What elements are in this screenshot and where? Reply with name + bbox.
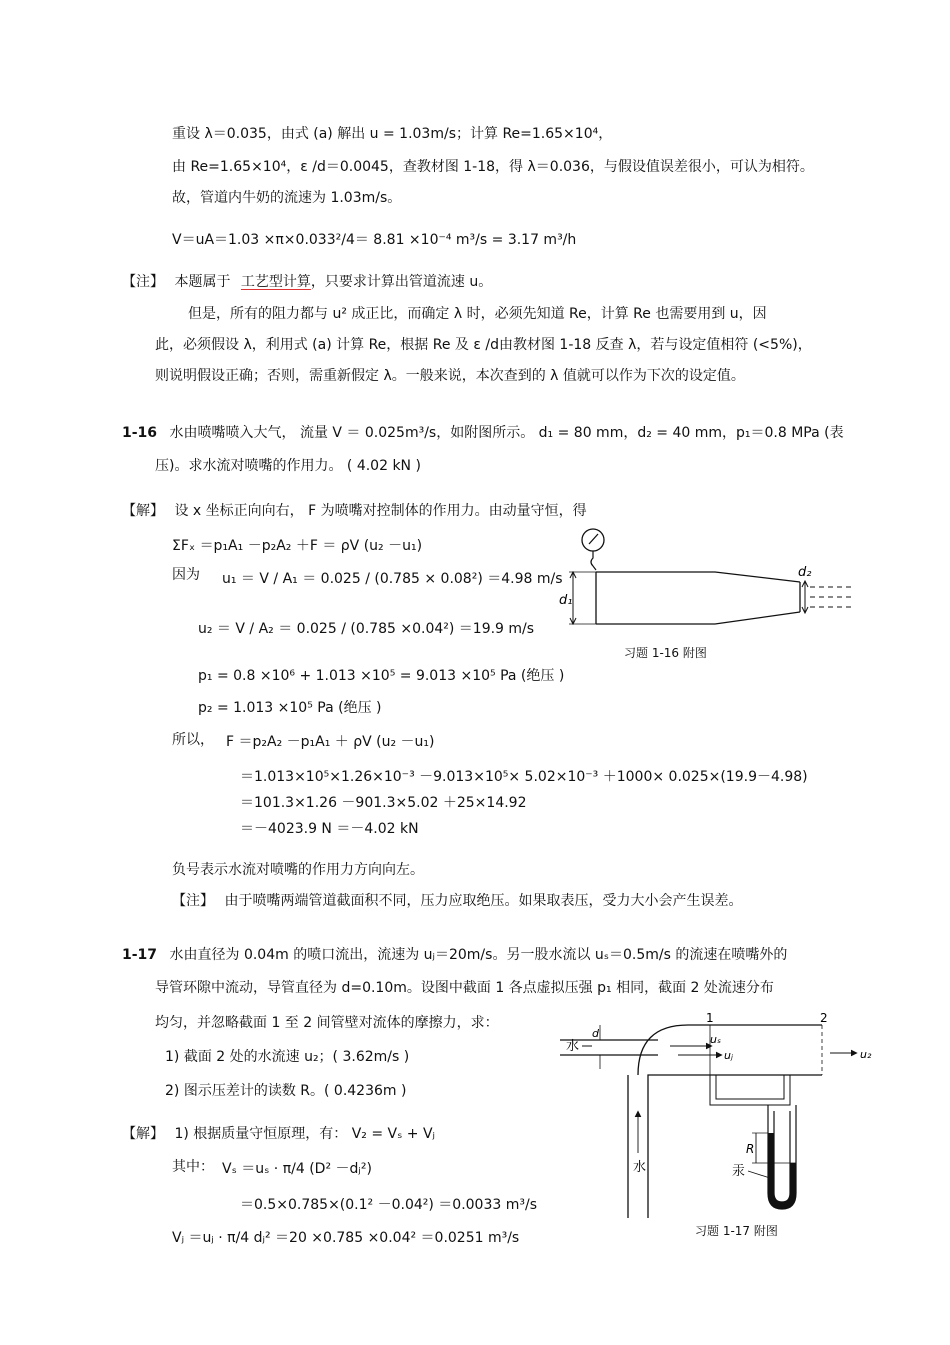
problem-number: 1-17	[122, 947, 158, 963]
note-underlined-term: 工艺型计算	[240, 274, 311, 290]
solution-tag: 【解】	[122, 1126, 164, 1142]
question-item: 2) 图示压差计的读数 R。( 0.4236m )	[165, 1083, 407, 1099]
equation: ＝1.013×10⁵×1.26×10⁻³ －9.013×10⁵× 5.02×10⁻³ ＋1000× 0.025×(19.9－4.98)	[240, 769, 808, 785]
text-among: 其中：	[172, 1159, 214, 1175]
solution-text: 1) 根据质量守恒原理，有： V₂ = Vₛ + Vⱼ	[174, 1126, 435, 1142]
text-line: 负号表示水流对喷嘴的作用力方向向左。	[172, 862, 424, 878]
text-line: 故，管道内牛奶的流速为 1.03m/s。	[172, 190, 402, 206]
equation: p₁ = 0.8 ×10⁶ + 1.013 ×10⁵ = 9.013 ×10⁵ Pa (绝压 )	[198, 668, 565, 684]
d-label: d	[592, 1027, 599, 1040]
text-line: 重设 λ＝0.035，由式 (a) 解出 u = 1.03m/s；计算 Re=1.65×10⁴，	[172, 126, 613, 142]
problem-number: 1-16	[122, 425, 158, 441]
solution-line	[122, 502, 587, 520]
equation: u₂ ＝ V / A₂ ＝ 0.025 / (0.785 ×0.04²) ＝19.9 m/s	[198, 621, 535, 637]
water-inlet-label: 水	[566, 1039, 580, 1054]
d2-label: d₂	[798, 565, 812, 580]
figure-caption: 习题 1-17 附图	[695, 1224, 778, 1238]
solution-tag: 【解】	[122, 503, 164, 519]
problem-line: 均匀，并忽略截面 1 至 2 间管壁对流体的摩擦力，求：	[155, 1015, 499, 1031]
uj-label: uⱼ	[724, 1049, 733, 1062]
problem-text: 水由喷嘴喷入大气， 流量 V ＝ 0.025m³/s，如附图所示。 d₁ = 80 mm，d₂ = 40 mm，p₁＝0.8 MPa (表	[169, 425, 844, 441]
mercury-label: 汞	[732, 1164, 746, 1179]
equation: ΣFₓ ＝p₁A₁ －p₂A₂ ＋F ＝ ρV (u₂ －u₁)	[172, 538, 423, 554]
note-tag: 【注】	[172, 893, 214, 909]
equation: p₂ = 1.013 ×10⁵ Pa (绝压 )	[198, 700, 382, 716]
problem-text: 水由直径为 0.04m 的喷口流出，流速为 uⱼ＝20m/s。另一股水流以 uₛ＝0.5m/s 的流速在喷嘴外的	[169, 947, 788, 963]
solution-line	[122, 1125, 435, 1143]
nozzle-figure	[555, 522, 875, 640]
equation: ＝101.3×1.26 －901.3×5.02 ＋25×14.92	[240, 795, 527, 811]
equation: ＝0.5×0.785×(0.1² －0.04²) ＝0.0033 m³/s	[240, 1197, 537, 1213]
note-text: ，只要求计算出管道流速 u。	[310, 274, 493, 290]
section-2-label: 2	[820, 1013, 828, 1025]
us-label: uₛ	[710, 1033, 722, 1046]
water-up-label: 水	[633, 1160, 647, 1175]
equation: V＝uA＝1.03 ×π×0.033²/4＝ 8.81 ×10⁻⁴ m³/s = 3.17 m³/h	[172, 232, 577, 248]
equation: ＝－4023.9 N ＝－4.02 kN	[240, 821, 419, 837]
note-line: 此，必须假设 λ，利用式 (a) 计算 Re，根据 Re 及 ε /d由教材图 1-18 反查 λ，若与设定值相符 (<5%)，	[155, 337, 812, 353]
question-item: 1) 截面 2 处的水流速 u₂；( 3.62m/s )	[165, 1049, 410, 1065]
equation: Vₛ ＝uₛ · π/4 (D² －dⱼ²)	[222, 1161, 372, 1177]
text-line: 由 Re=1.65×10⁴，ε /d＝0.0045，查教材图 1-18，得 λ＝0.036，与假设值误差很小，可认为相符。	[172, 159, 814, 175]
text-because: 因为	[172, 567, 200, 583]
note-text: 由于喷嘴两端管道截面积不同，压力应取绝压。如果取表压，受力大小会产生误差。	[224, 893, 743, 909]
note-line: 但是，所有的阻力都与 u² 成正比，而确定 λ 时，必须先知道 Re，计算 Re 也需要用到 u，因	[188, 306, 767, 322]
note-tag: 【注】	[122, 274, 164, 290]
equation: F ＝p₂A₂ －p₁A₁ ＋ ρV (u₂ －u₁)	[226, 734, 435, 750]
equation: u₁ ＝ V / A₁ ＝ 0.025 / (0.785 × 0.08²) ＝4.98 m/s	[222, 571, 563, 587]
u2-label: u₂	[860, 1048, 872, 1061]
note-text: 本题属于	[174, 274, 231, 290]
figure-caption: 习题 1-16 附图	[624, 646, 707, 660]
problem-line: 压)。求水流对喷嘴的作用力。 ( 4.02 kN )	[155, 458, 421, 474]
note-line	[172, 892, 742, 910]
problem-line: 导管环隙中流动，导管直径为 d=0.10m。设图中截面 1 各点虚拟压强 p₁ 相同，截面 2 处流速分布	[155, 980, 774, 996]
note-line: 则说明假设正确；否则，需重新假定 λ。一般来说，本次查到的 λ 值就可以作为下次的设定值。	[155, 368, 745, 384]
note-line	[122, 273, 492, 291]
R-label: R	[746, 1142, 755, 1156]
problem-line	[122, 946, 787, 964]
text-so: 所以，	[172, 732, 214, 748]
equation: Vⱼ ＝uⱼ · π/4 dⱼ² ＝20 ×0.785 ×0.04² ＝0.0251 m³/s	[172, 1230, 520, 1246]
solution-text: 设 x 坐标正向向右， F 为喷嘴对控制体的作用力。由动量守恒，得	[174, 503, 587, 519]
jet-pump-figure	[560, 1013, 890, 1218]
problem-line	[122, 424, 844, 442]
d1-label: d₁	[559, 593, 573, 608]
section-1-label: 1	[706, 1013, 714, 1025]
